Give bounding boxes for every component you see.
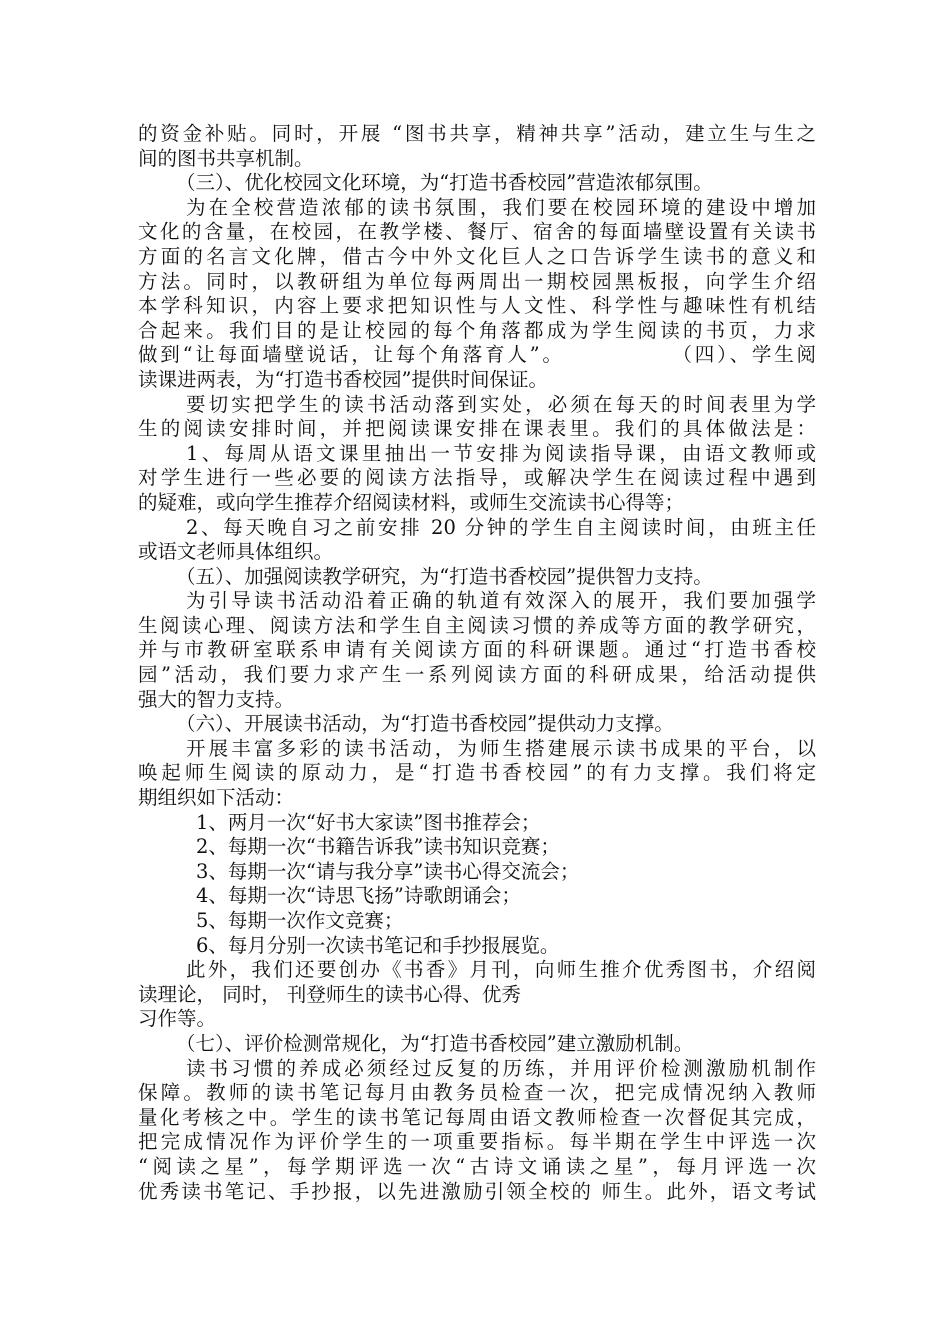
text-line: （七）、评价检测常规化，为“打造书香校园”建立激励机制。 xyxy=(176,1031,694,1055)
text-line: 间的图书共享机制。 xyxy=(138,146,314,170)
text-line: 读书习惯的养成必须经过反复的历练，并用评价检测激励机制作 xyxy=(186,1056,816,1080)
text-line: 开展丰富多彩的读书活动，为师生搭建展示读书成果的平台，以 xyxy=(186,736,816,760)
text-line: （三）、优化校园文化环境，为“打造书香校园”营造浓郁氛围。 xyxy=(176,171,713,195)
text-line: 并与市教研室联系申请有关阅读方面的科研课题。通过“打造书香校 xyxy=(138,638,816,662)
text-line: 的资金补贴。同时，开展 “图书共享，精神共享”活动，建立生与生之 xyxy=(138,122,816,145)
text-line: 做到“让每面墙壁说话，让每个角落育人”。 （四）、学生阅 xyxy=(138,343,816,367)
text-line: 2、每期一次“书籍告诉我”读书知识竞赛； xyxy=(196,835,560,859)
text-line: 方面的名言文化牌，借古今中外文化巨人之口告诉学生读书的意义和 xyxy=(138,244,816,268)
text-line: 为在全校营造浓郁的读书氛围，我们要在校园环境的建设中增加 xyxy=(186,195,816,219)
text-line: 唤起师生阅读的原动力，是“打造书香校园”的有力支撑。我们将定 xyxy=(138,761,816,785)
text-line: 文化的含量，在校园，在教学楼、餐厅、宿舍的每面墙壁设置有关读书 xyxy=(138,220,816,244)
text-line: 5、每期一次作文竞赛； xyxy=(196,909,404,932)
text-line: “阅读之星”，每学期评选一次“古诗文诵读之星”，每月评选一次 xyxy=(138,1154,816,1178)
text-line: 的疑难，或向学生推荐介绍阅读材料，或师生交流读书心得等； xyxy=(138,490,685,514)
text-line: 6、每月分别一次读书笔记和手抄报展览。 xyxy=(196,933,560,957)
text-line: 要切实把学生的读书活动落到实处，必须在每天的时间表里为学 xyxy=(186,392,816,416)
text-line: 或语文老师具体组织。 xyxy=(138,540,334,564)
text-line: 4、每期一次“诗思飞扬”诗歌朗诵会； xyxy=(196,884,521,908)
text-line: 合起来。我们目的是让校园的每个角落都成为学生阅读的书页，力求 xyxy=(138,318,816,342)
text-line: 园”活动，我们要力求产生一系列阅读方面的科研成果，给活动提供 xyxy=(138,663,816,687)
text-line: 此外，我们还要创办《书香》月刊，向师生推介优秀图书，介绍阅 xyxy=(186,958,816,982)
text-line: 习作等。 xyxy=(138,1007,217,1031)
text-line: 生的阅读安排时间，并把阅读课安排在课表里。我们的具体做法是： xyxy=(138,417,816,441)
text-line: 把完成情况作为评价学生的一项重要指标。每半期在学生中评选一次 xyxy=(138,1130,816,1154)
text-line: 期组织如下活动： xyxy=(138,786,295,810)
text-line: 1、两月一次“好书大家读”图书推荐会； xyxy=(196,810,541,834)
text-line: 方法。同时，以教研组为单位每两周出一期校园黑板报，向学生介绍 xyxy=(138,269,816,293)
text-line: 量化考核之中。学生的读书笔记每周由语文教师检查一次督促其完成， xyxy=(138,1105,816,1129)
text-line: （五）、加强阅读教学研究，为“打造书香校园”提供智力支持。 xyxy=(176,564,713,588)
text-line: 生阅读心理、阅读方法和学生自主阅读习惯的养成等方面的教学研究， xyxy=(138,613,816,637)
text-line: 为引导读书活动沿着正确的轨道有效深入的展开，我们要加强学 xyxy=(186,589,816,613)
text-line: 读理论， 同时， 刊登师生的读书心得、优秀 xyxy=(138,982,521,1006)
body-text xyxy=(138,122,816,1204)
text-line: 1、每周从语文课里抽出一节安排为阅读指导课，由语文教师或 xyxy=(186,441,816,465)
text-line: 读课进两表，为“打造书香校园”提供时间保证。 xyxy=(138,367,548,391)
text-line: 对学生进行一些必要的阅读方法指导，或解决学生在阅读过程中遇到 xyxy=(138,466,816,490)
text-line: 优秀读书笔记、手抄报，以先进激励引领全校的 师生。此外，语文考试 xyxy=(138,1179,816,1203)
text-line: 3、每期一次“请与我分享”读书心得交流会； xyxy=(196,859,580,883)
text-line: 保障。教师的读书笔记每月由教务员检查一次，把完成情况纳入教师 xyxy=(138,1081,816,1105)
text-line: 强大的智力支持。 xyxy=(138,687,295,711)
text-line: （六）、开展读书活动，为“打造书香校园”提供动力支撑。 xyxy=(176,712,674,736)
text-line: 2、每天晚自习之前安排 20 分钟的学生自主阅读时间，由班主任 xyxy=(186,515,816,539)
text-line: 本学科知识，内容上要求把知识性与人文性、科学性与趣味性有机结 xyxy=(138,294,816,318)
